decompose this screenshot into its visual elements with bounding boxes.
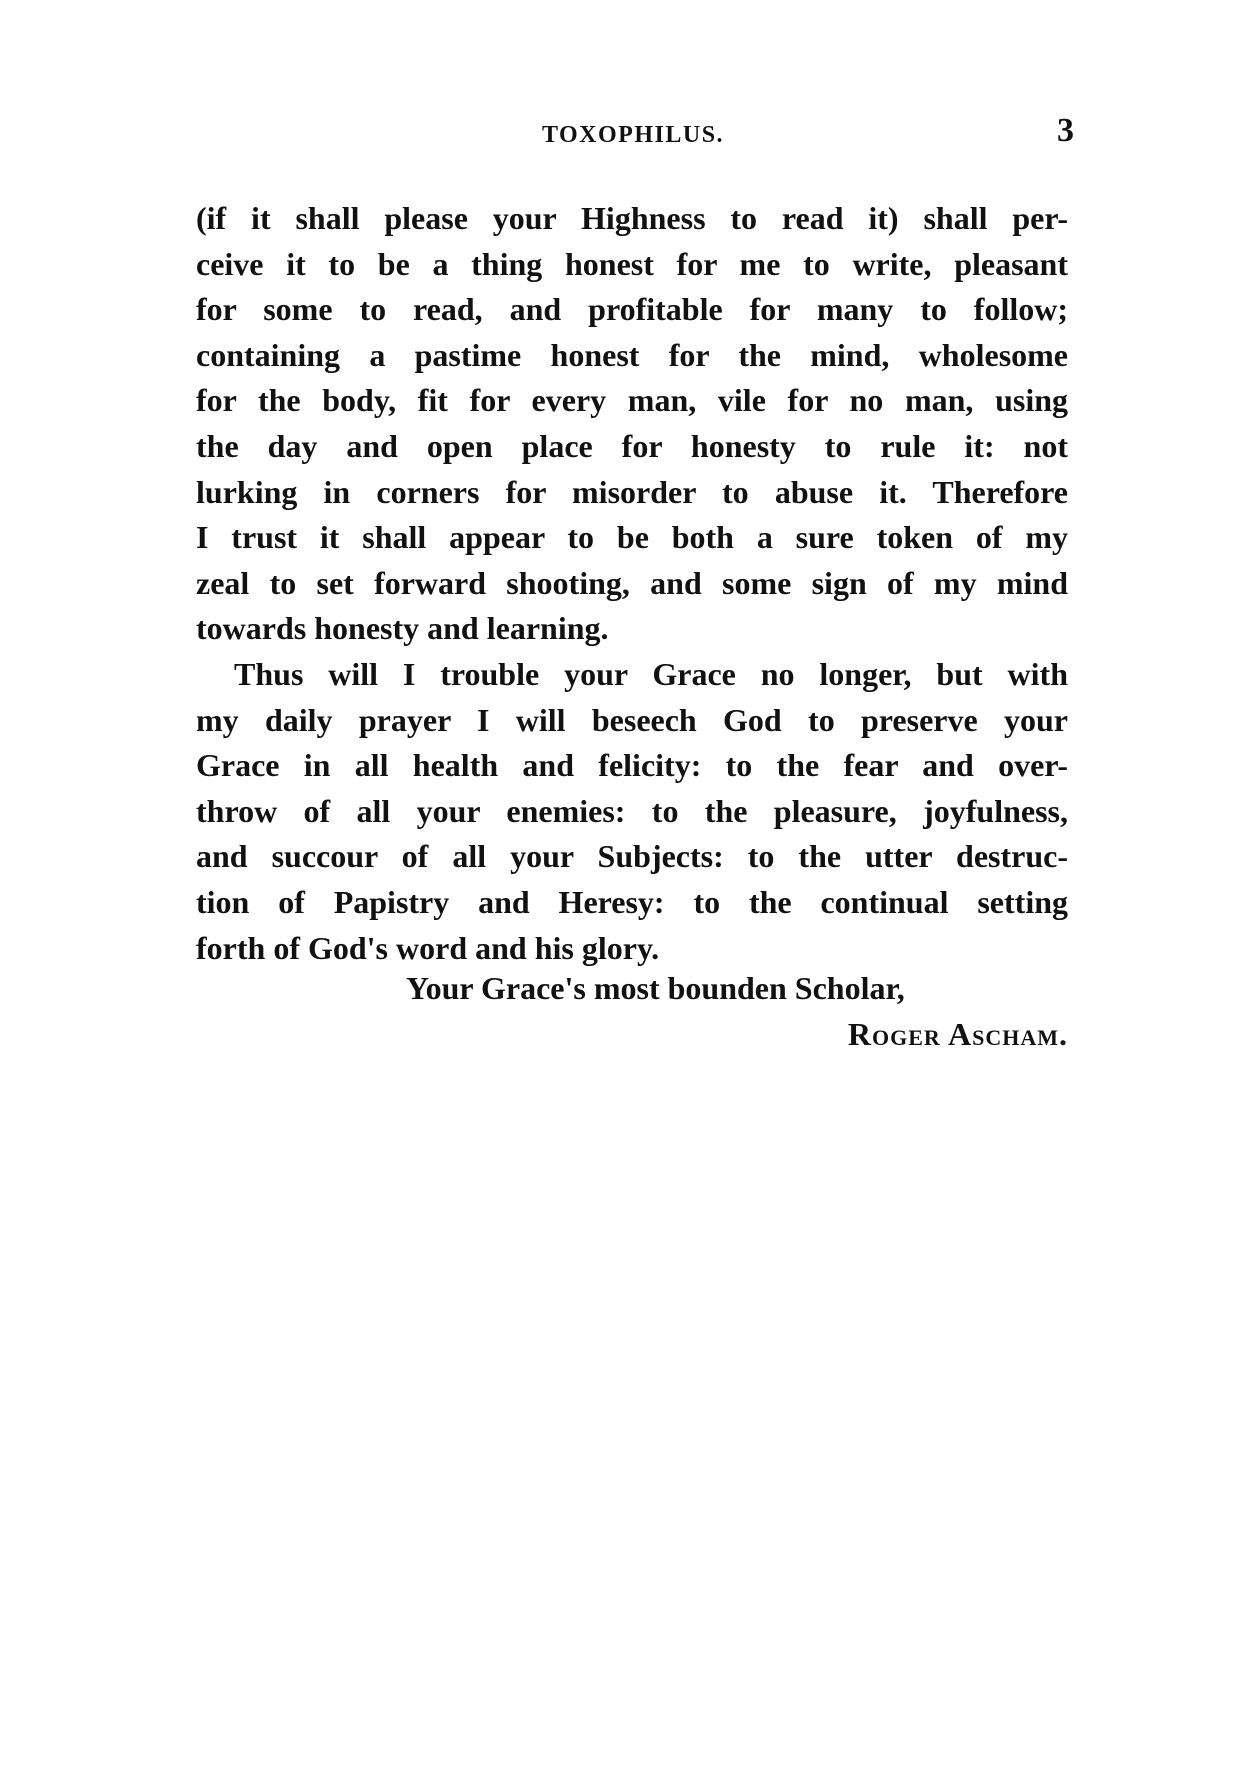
text-line: ceive it to be a thing honest for me to write, pleasant	[196, 245, 1068, 282]
text-line: (if it shall please your Highness to read it) shall per-	[196, 200, 1068, 236]
text-line: Thus will I trouble your Grace no longer, but with	[234, 655, 1068, 692]
text-line: and succour of all your Subjects: to the utter destruc-	[196, 838, 1068, 875]
body-text	[196, 196, 1068, 971]
text-line: lurking in corners for misorder to abuse it. Therefore	[196, 473, 1068, 510]
text-line: towards honesty and learning.	[196, 610, 609, 647]
running-head	[192, 112, 1074, 156]
text-line: I trust it shall appear to be both a sure token of my	[196, 519, 1068, 556]
text-line: for the body, fit for every man, vile for no man, using	[196, 382, 1068, 419]
text-line: zeal to set forward shooting, and some sign of my mind	[196, 564, 1068, 601]
running-title: TOXOPHILUS.	[541, 122, 725, 148]
valediction: Your Grace's most bounden Scholar,	[406, 970, 905, 1006]
paragraph-2	[196, 652, 1068, 971]
text-line: the day and open place for honesty to rule it: not	[196, 427, 1068, 464]
page-number: 3	[1057, 112, 1074, 149]
signature: Roger Ascham.	[847, 1015, 1068, 1052]
text-line: Grace in all health and felicity: to the fear and over-	[196, 747, 1068, 784]
text-line: throw of all your enemies: to the pleasure, joyfulness,	[196, 792, 1068, 829]
text-line: tion of Papistry and Heresy: to the continual setting	[196, 883, 1068, 920]
text-line: containing a pastime honest for the mind, wholesome	[196, 336, 1068, 373]
text-line: forth of God's word and his glory.	[196, 929, 660, 966]
text-line: for some to read, and profitable for many to follow;	[196, 291, 1068, 328]
closing	[196, 966, 1068, 1057]
paragraph-1	[196, 196, 1068, 652]
text-line: my daily prayer I will beseech God to preserve your	[196, 701, 1068, 738]
